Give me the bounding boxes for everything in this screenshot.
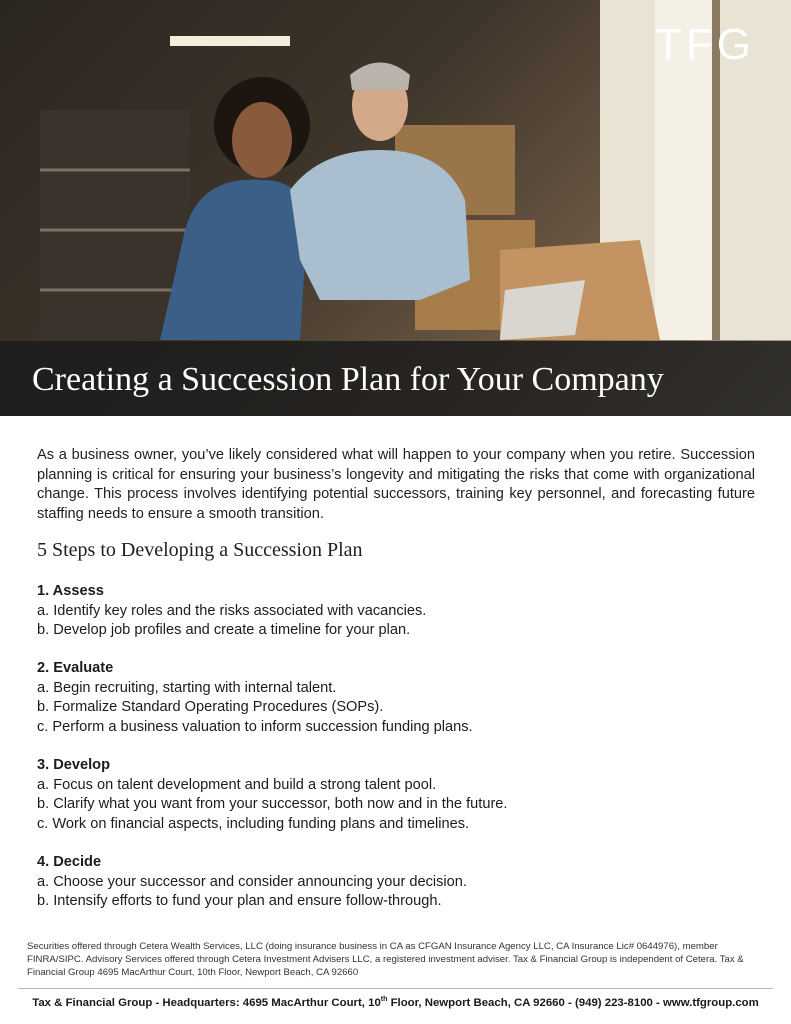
step-item: b. Develop job profiles and create a timeline for your plan. (37, 622, 411, 638)
footer-text-start: Tax & Financial Group - Headquarters: 4695 MacArthur Court, 10 (32, 996, 381, 1009)
step-item: a. Choose your successor and consider announcing your decision. (37, 873, 467, 890)
step-decide (37, 853, 757, 912)
step-assess (37, 582, 757, 641)
step-item: b. Formalize Standard Operating Procedures (SOPs). (37, 699, 384, 715)
step-title: 1. Assess (37, 583, 104, 599)
step-item: a. Begin recruiting, starting with internal talent. (37, 679, 337, 696)
footer-text-end: Floor, Newport Beach, CA 92660 - (949) 223-8100 - www.tfgroup.com (387, 996, 759, 1009)
footer-contact (0, 996, 791, 1009)
step-item: c. Perform a business valuation to inform succession funding plans. (37, 718, 473, 735)
footer-divider (18, 988, 773, 989)
step-title: 2. Evaluate (37, 660, 114, 676)
step-title: 4. Decide (37, 854, 102, 870)
step-title: 3. Develop (37, 757, 110, 773)
tfg-logo: TFG (655, 20, 755, 69)
step-item: c. Work on financial aspects, including funding plans and timelines. (37, 815, 470, 832)
step-evaluate (37, 659, 757, 737)
step-develop (37, 756, 757, 834)
hero-photo (0, 0, 791, 416)
legal-disclaimer: Securities offered through Cetera Wealth Services, LLC (doing insurance business in CA as CFGAN Insurance Agency LLC, CA Insurance Lic# 0644976), member FINRA/SIPC. Advisory Services offered through Cetera Investment Advisers LLC, a registered investment adviser. Tax & Financial Group is independent of Cetera. Tax & Financial Group 4695 MacArthur Court, 10th Floor, Newport Beach, CA 92660 (27, 941, 744, 978)
steps-heading: 5 Steps to Developing a Succession Plan (37, 539, 363, 561)
step-item: a. Identify key roles and the risks associated with vacancies. (37, 602, 427, 619)
footer-superscript: th (380, 996, 388, 1003)
page-title: Creating a Succession Plan for Your Company (32, 361, 664, 398)
step-item: a. Focus on talent development and build a strong talent pool. (37, 776, 437, 793)
step-item: b. Intensify efforts to fund your plan and ensure follow-through. (37, 893, 442, 909)
step-item: b. Clarify what you want from your successor, both now and in the future. (37, 796, 508, 812)
intro-paragraph: As a business owner, you’ve likely considered what will happen to your company when you retire. Succession planning is critical for ensuring your business’s longevity and mitigating the risks that come with organizational change. This process involves identifying potential successors, training key personnel, and forecasting future staffing needs to ensure a smooth transition. (37, 447, 755, 522)
